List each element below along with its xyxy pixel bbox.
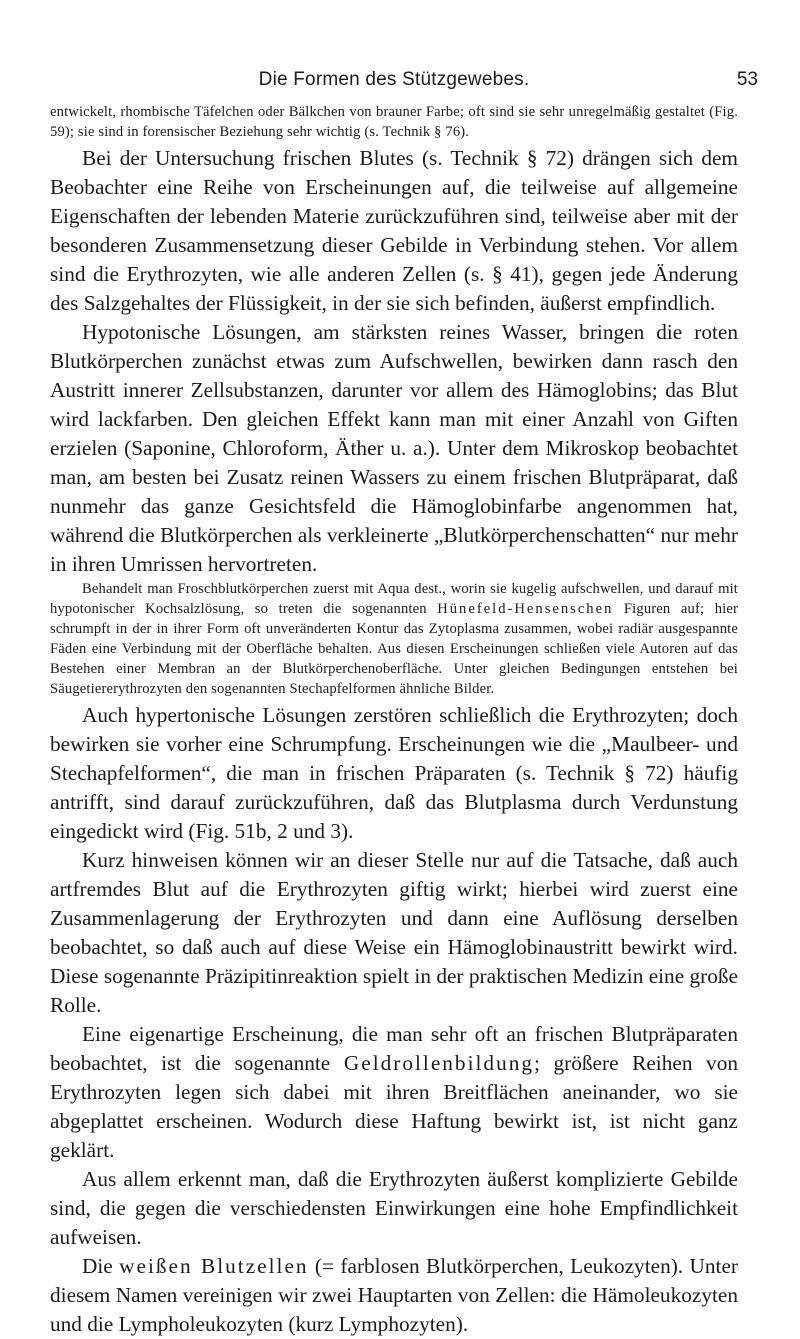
body-text [50,102,738,1339]
running-title: Die Formen des Stützgewebes. [258,69,530,90]
paragraph-4-note [50,579,738,699]
paragraph-6: Kurz hinweisen können wir an dieser Stelle nur auf die Tatsache, daß auch artfremdes Blut auf die Erythrozyten giftig wirkt; hierbei wird zuerst eine Zusammenlagerung der Erythrozyten und dann eine Auflösung derselben beobachtet, so daß auch auf diese Weise ein Hämoglobinaustritt bewirkt wird. Diese sogenannte Präzipitinreaktion spielt in der praktischen Medizin eine große Rolle. [50,848,738,1017]
paragraph-2: Bei der Untersuchung frischen Blutes (s. Technik § 72) drängen sich dem Beobachter eine Reihe von Erscheinungen auf, die teilweise auf allgemeine Eigenschaften der lebenden Materie zurückzuführen sind, teilweise aber mit der besonderen Zusammensetzung dieser Gebilde in Verbindung stehen. Vor allem sind die Erythrozyten, wie alle anderen Zellen (s. § 41), gegen jede Änderung des Salzgehaltes der Flüssigkeit, in der sie sich befinden, äußerst empfindlich. [50,146,738,315]
paragraph-3: Hypotonische Lösungen, am stärksten reines Wasser, bringen die roten Blutkörperchen zunächst etwas zum Aufschwellen, bewirken dann rasch den Austritt innerer Zellsubstanzen, darunter vor allem des Hämoglobins; das Blut wird lackfarben. Den gleichen Effekt kann man mit einer Anzahl von Giften erzielen (Saponine, Chloroform, Äther u. a.). Unter dem Mikroskop beobachtet man, am besten bei Zusatz reinen Wassers zu einem frischen Blutpräparat, daß nunmehr das ganze Gesichtsfeld die Hämoglobinfarbe angenommen hat, während die Blutkörperchen als verkleinerte „Blutkörperchenschatten“ nur mehr in ihren Umrissen hervortreten. [50,320,738,576]
paragraph-4-text-before: Behandelt man Froschblutkörperchen zuerst mit Aqua dest., worin sie kugelig aufschwellen, und darauf mit hypotonischer Kochsalzlösung, so treten die sogenannten [50,581,738,617]
paragraph-7-text-before: Eine eigenartige Erscheinung, die man sehr oft an frischen Blutpräparaten beobachtet, ist die sogenannte [50,1022,738,1075]
paragraph-9 [50,1252,738,1339]
paragraph-9-text-after: (= farblosen Blutkörperchen, Leukozyten). Unter diesem Namen vereinigen wir zwei Hauptarten von Zellen: die Hämoleukozyten und die Lympholeukozyten (kurz Lymphozyten). [50,1254,738,1336]
author-term: Hünefeld-Hensenschen [437,601,614,617]
paragraph-7-text-after: ; größere Reihen von Erythrozyten legen sich dabei mit ihren Breitflächen aneinander, wo sie abgeplattet erscheinen. Wodurch diese Haftung bewirkt ist, ist nicht ganz geklärt. [50,1051,738,1162]
page-header [50,0,758,102]
paragraph-1: entwickelt, rhombische Täfelchen oder Bälkchen von brauner Farbe; oft sind sie sehr unregelmäßig gestaltet (Fig. 59); sie sind in forensischer Beziehung sehr wichtig (s. Technik § 76). [50,104,738,140]
paragraph-5: Auch hypertonische Lösungen zerstören schließlich die Erythrozyten; doch bewirken sie vorher eine Schrumpfung. Erscheinungen wie die „Maulbeer- und Stechapfelformen“, die man in frischen Präparaten (s. Technik § 72) häufig antrifft, sind darauf zurückzuführen, daß das Blutplasma durch Verdunstung eingedickt wird (Fig. 51b, 2 und 3). [50,703,738,843]
paragraph-7 [50,1020,738,1165]
page-number: 53 [736,69,758,90]
term-weisse-blutzellen: weißen Blutzellen [119,1254,309,1278]
paragraph-4-text-after: Figuren auf; hier schrumpft in der in ihrer Form oft unveränderten Kontur das Zytoplasma zusammen, wobei radiär ausgespannte Fäden eine Verbindung mit der Oberfläche behalten. Aus diesen Erscheinungen schließen viele Autoren auf das Bestehen einer Membran an der Blutkörperchenoberfläche. Unter gleichen Bedingungen entstehen bei Säugetiererythrozyten den sogenannten Stechapfelformen ähnliche Bilder. [50,601,738,697]
paragraph-9-text-before: Die [82,1254,120,1278]
term-geldrollenbildung: Geldrollenbildung [343,1051,535,1075]
paragraph-8: Aus allem erkennt man, daß die Erythrozyten äußerst komplizierte Gebilde sind, die gegen die verschiedensten Einwirkungen eine hohe Empfindlichkeit aufweisen. [50,1167,738,1249]
